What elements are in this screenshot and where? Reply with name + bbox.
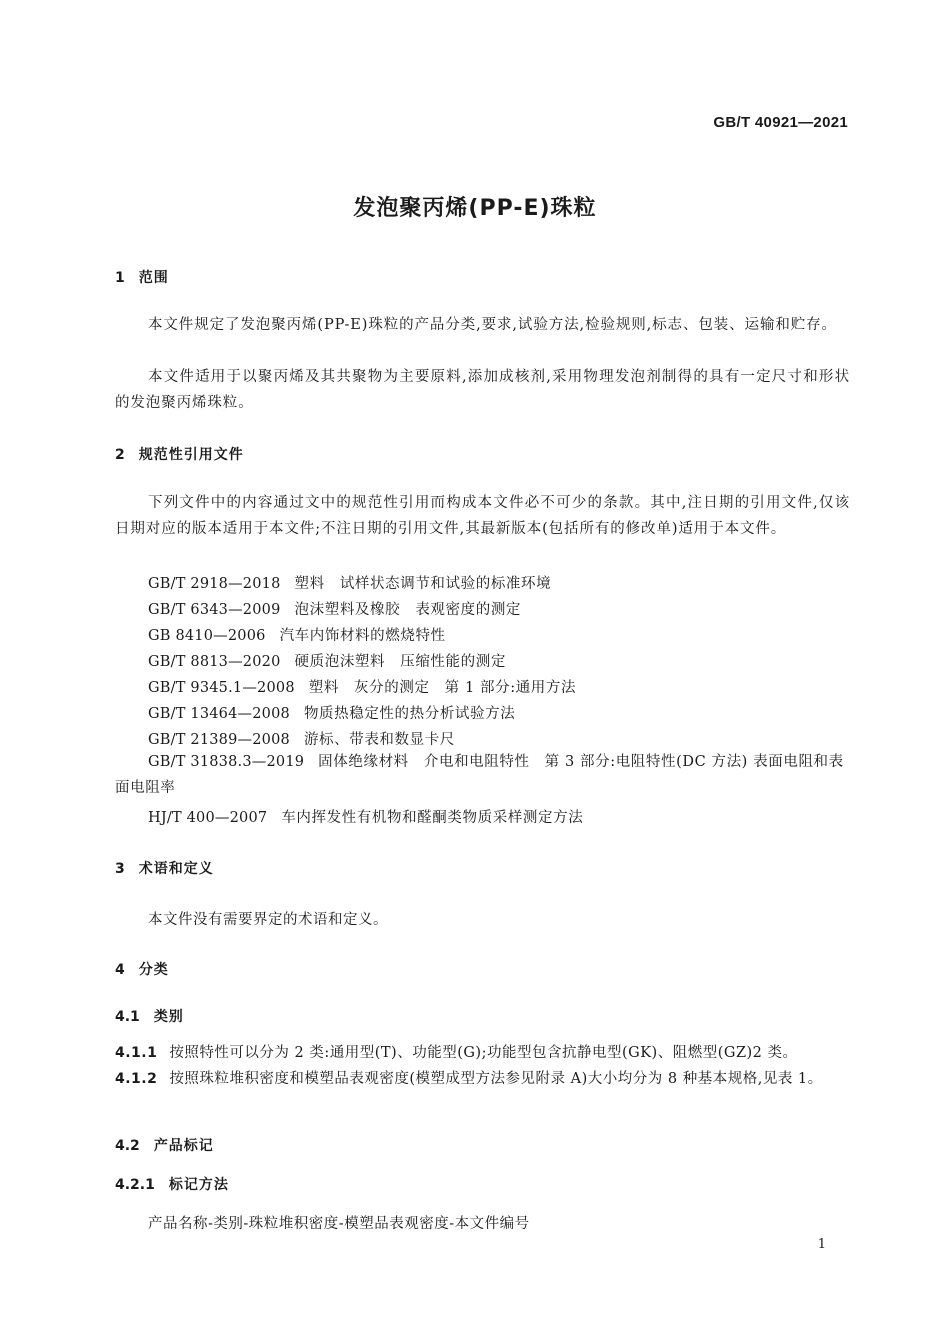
subsection-4-1-heading bbox=[115, 1006, 184, 1026]
subsection-title: 产品标记 bbox=[153, 1138, 214, 1154]
reference-item bbox=[148, 572, 551, 593]
reference-item bbox=[148, 624, 446, 645]
subsection-4-2-1-heading bbox=[115, 1174, 229, 1194]
document-title: 发泡聚丙烯(PP-E)珠粒 bbox=[353, 196, 597, 221]
standard-number: GB/T 40921—2021 bbox=[713, 114, 848, 131]
reference-code: GB/T 13464—2008 bbox=[148, 706, 290, 722]
subsection-title: 标记方法 bbox=[168, 1177, 229, 1193]
page-number: 1 bbox=[817, 1237, 826, 1252]
section-1-heading bbox=[115, 267, 169, 287]
scope-paragraph: 本文件适用于以聚丙烯及其共聚物为主要原料,添加成核剂,采用物理发泡剂制得的具有一定尺寸和形状的发泡聚丙烯珠粒。 bbox=[115, 369, 850, 411]
reference-item bbox=[115, 749, 850, 801]
reference-title: 塑料 试样状态调节和试验的标准环境 bbox=[294, 576, 552, 592]
reference-title: 汽车内饰材料的燃烧特性 bbox=[279, 628, 446, 644]
reference-item bbox=[148, 728, 455, 749]
reference-title: 车内挥发性有机物和醛酮类物质采样测定方法 bbox=[281, 810, 584, 826]
clause-number: 4.1.1 bbox=[115, 1045, 158, 1061]
subsection-title: 类别 bbox=[153, 1009, 184, 1025]
terms-text: 本文件没有需要界定的术语和定义。 bbox=[148, 912, 388, 928]
scope-paragraph: 本文件规定了发泡聚丙烯(PP-E)珠粒的产品分类,要求,试验方法,检验规则,标志、包装、运输和贮存。 bbox=[148, 317, 837, 333]
reference-item bbox=[148, 806, 583, 827]
reference-code: GB/T 6343—2009 bbox=[148, 602, 281, 618]
section-number: 3 bbox=[115, 861, 125, 877]
section-number: 1 bbox=[115, 270, 125, 286]
subsection-number: 4.1 bbox=[115, 1009, 140, 1025]
section-number: 4 bbox=[115, 962, 125, 978]
reference-code: HJ/T 400—2007 bbox=[148, 810, 268, 826]
reference-item bbox=[148, 676, 576, 697]
section-2-heading bbox=[115, 444, 244, 464]
reference-title: 物质热稳定性的热分析试验方法 bbox=[303, 706, 516, 722]
clause-text: 按照珠粒堆积密度和模塑品表观密度(模塑成型方法参见附录 A)大小均分为 8 种基本规格,见表 1。 bbox=[169, 1071, 823, 1087]
reference-title: 泡沫塑料及橡胶 表观密度的测定 bbox=[294, 602, 522, 618]
reference-title: 硬质泡沫塑料 压缩性能的测定 bbox=[294, 654, 506, 670]
section-3-heading bbox=[115, 858, 214, 878]
clause-number: 4.1.2 bbox=[115, 1071, 158, 1087]
reference-code: GB/T 31838.3—2019 bbox=[148, 754, 305, 770]
reference-item bbox=[148, 598, 521, 619]
subsection-number: 4.2.1 bbox=[115, 1177, 155, 1193]
normative-refs-intro: 下列文件中的内容通过文中的规范性引用而构成本文件必不可少的条款。其中,注日期的引用文件,仅该日期对应的版本适用于本文件;不注日期的引用文件,其最新版本(包括所有的修改单)适用于本文件。 bbox=[115, 495, 850, 537]
marking-format: 产品名称-类别-珠粒堆积密度-模塑品表观密度-本文件编号 bbox=[148, 1216, 530, 1232]
section-title: 分类 bbox=[138, 962, 169, 978]
clause-4-1-2 bbox=[115, 1066, 850, 1092]
reference-title: 固体绝缘材料 介电和电阻特性 第 3 部分:电阻特性(DC 方法) 表面电阻和表面电阻率 bbox=[115, 754, 844, 796]
clause-text: 按照特性可以分为 2 类:通用型(T)、功能型(G);功能型包含抗静电型(GK)、阻燃型(GZ)2 类。 bbox=[169, 1045, 798, 1061]
section-4-heading bbox=[115, 959, 169, 979]
reference-code: GB/T 9345.1—2008 bbox=[148, 680, 295, 696]
reference-code: GB 8410—2006 bbox=[148, 628, 266, 644]
section-title: 术语和定义 bbox=[138, 861, 214, 877]
reference-code: GB/T 2918—2018 bbox=[148, 576, 281, 592]
section-title: 规范性引用文件 bbox=[138, 447, 244, 463]
subsection-4-2-heading bbox=[115, 1135, 214, 1155]
reference-item bbox=[148, 650, 506, 671]
subsection-number: 4.2 bbox=[115, 1138, 140, 1154]
clause-4-1-1 bbox=[115, 1040, 850, 1066]
reference-item bbox=[148, 702, 515, 723]
reference-code: GB/T 8813—2020 bbox=[148, 654, 281, 670]
reference-code: GB/T 21389—2008 bbox=[148, 732, 290, 748]
section-title: 范围 bbox=[138, 270, 169, 286]
section-number: 2 bbox=[115, 447, 125, 463]
reference-title: 塑料 灰分的测定 第 1 部分:通用方法 bbox=[308, 680, 577, 696]
reference-title: 游标、带表和数显卡尺 bbox=[303, 732, 455, 748]
